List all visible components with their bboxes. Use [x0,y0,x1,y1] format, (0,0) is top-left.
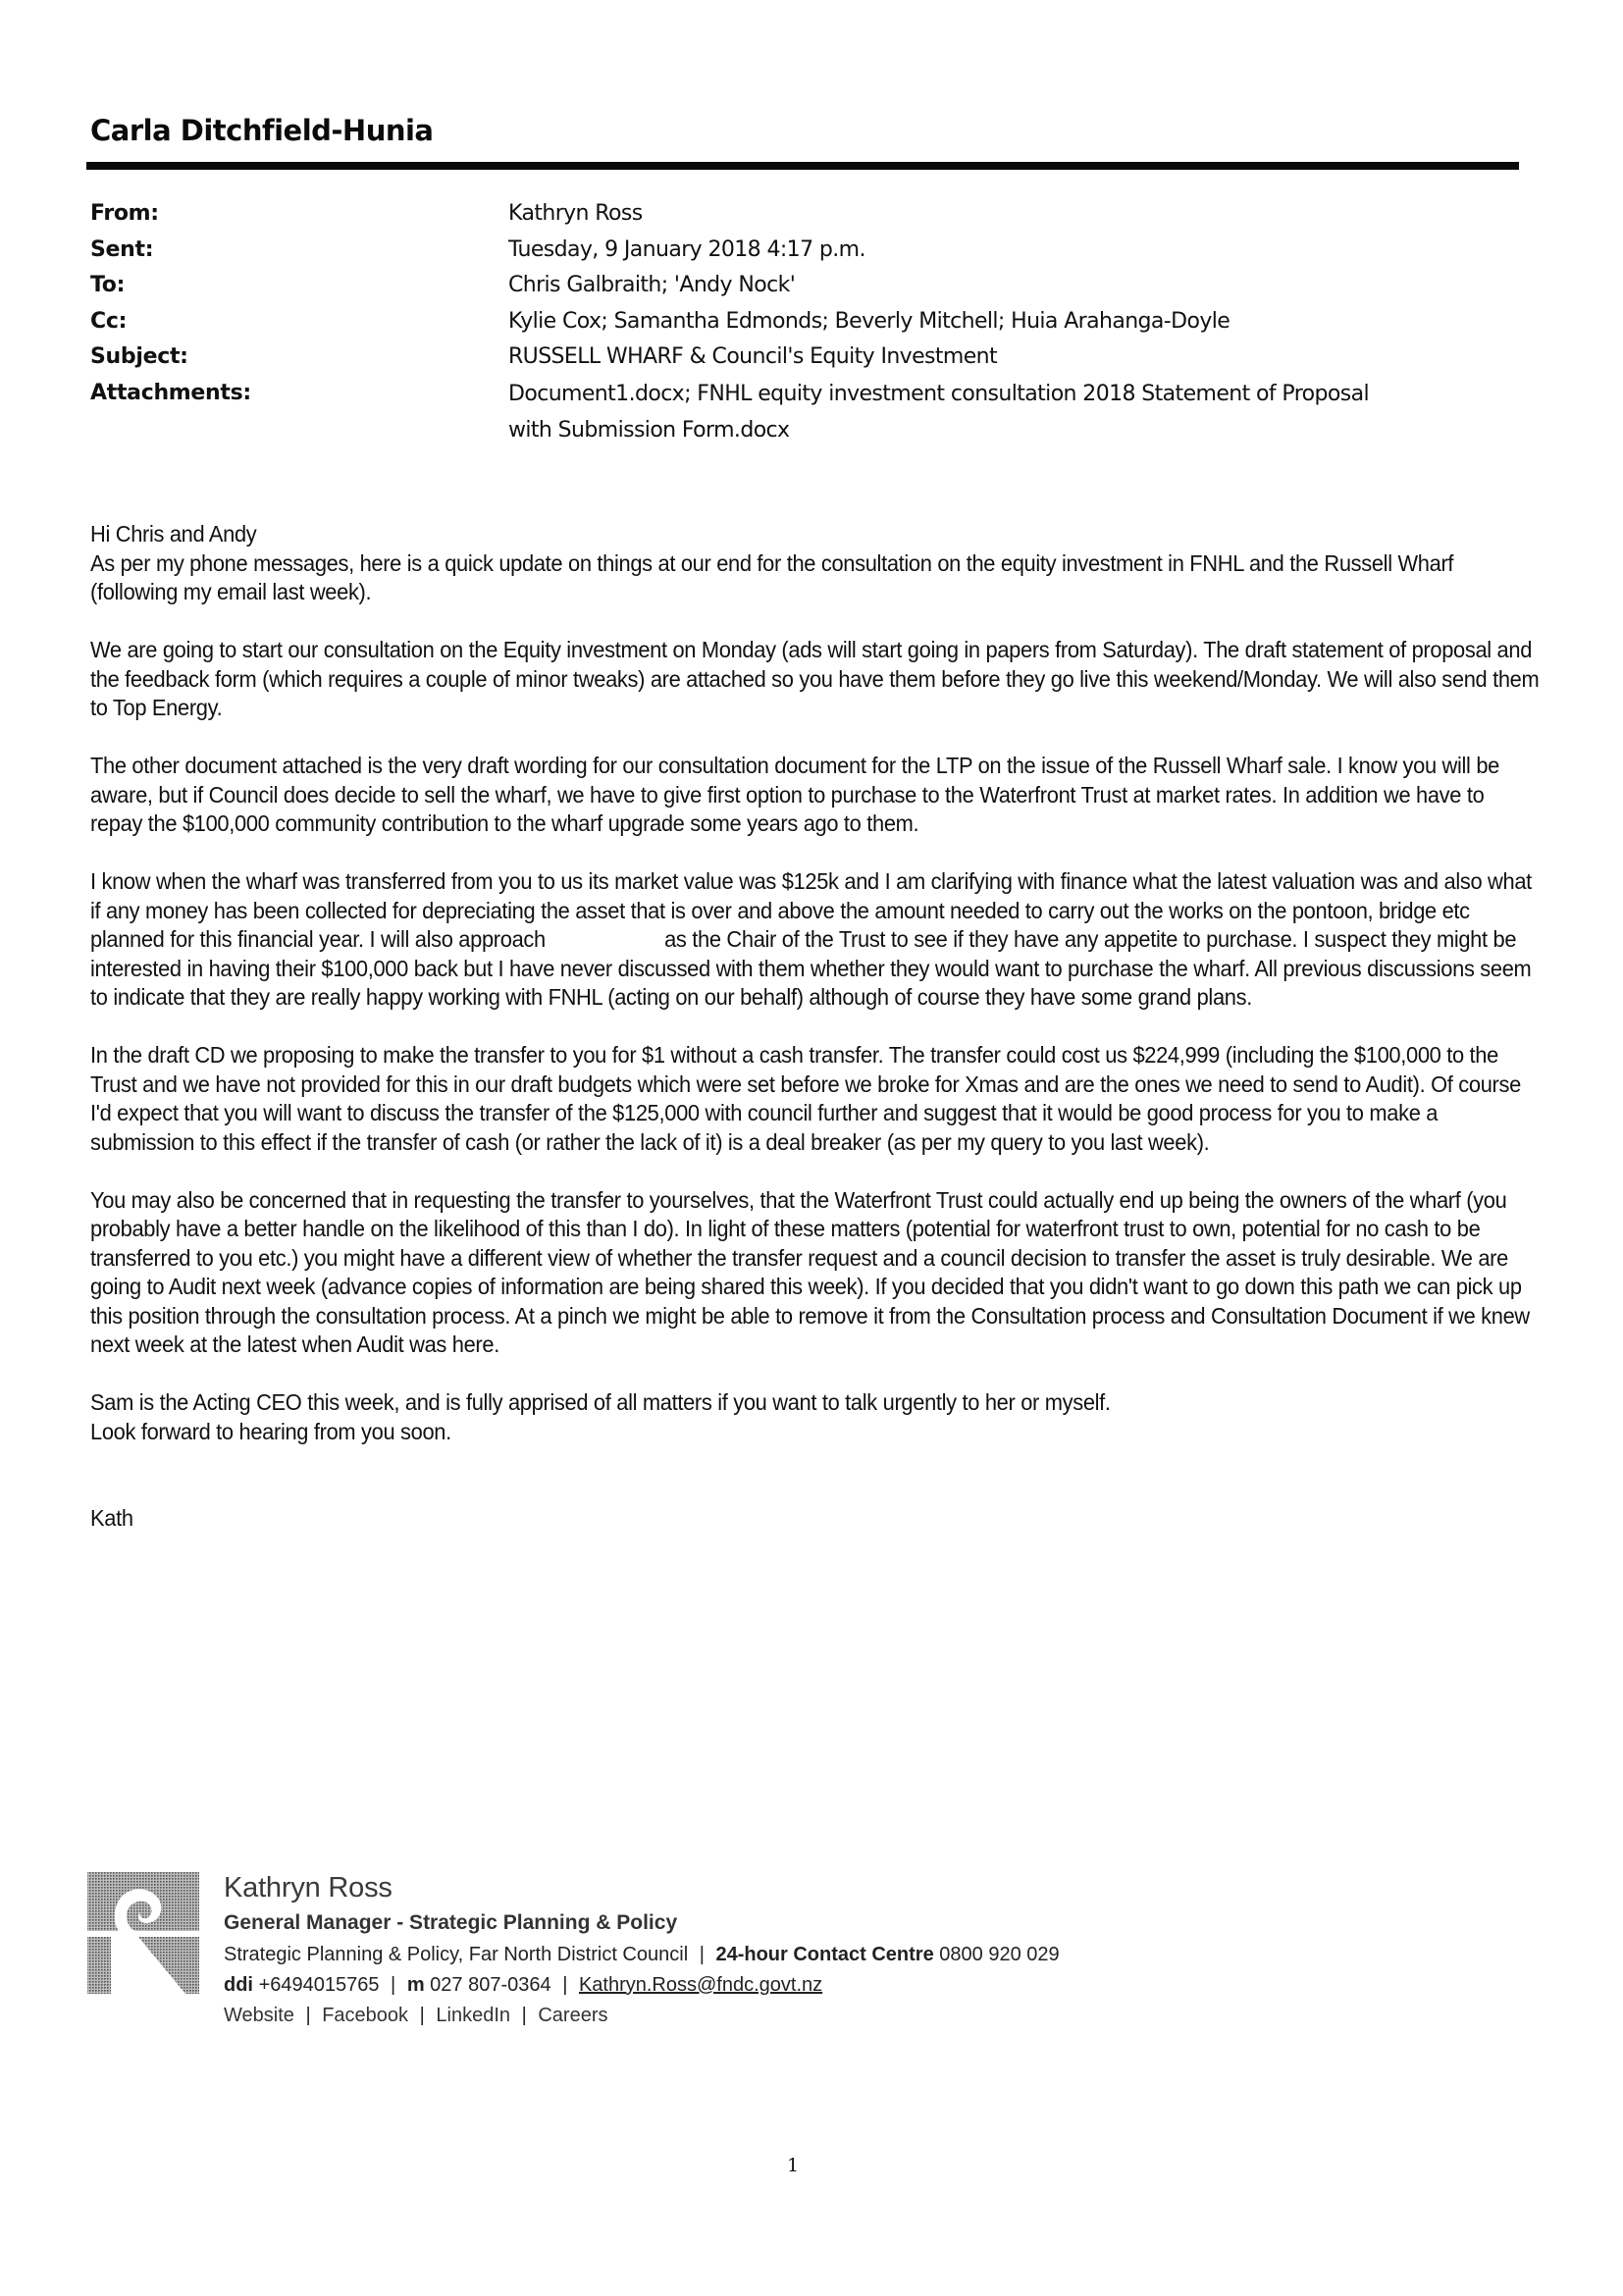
mobile-label: m [406,1974,425,1996]
attachments-value [508,376,1543,448]
signature-phone-line [224,1970,1401,2001]
attachments-row [90,376,1543,448]
attachment-line-1: Document1.docx; FNHL equity investment consultation 2018 Statement of Proposal [508,381,1370,406]
subject-value: RUSSELL WHARF & Council's Equity Investment [508,344,998,369]
contact-centre-label: 24-hour Contact Centre [715,1944,934,1965]
paragraph-4-part-1: I know when the wharf was transferred from you to us its market value was $125k and I am clarifying with finance what the latest valuation was and also what if any money has been collected for depreciating the asset that is over and above the amount needed to carry out the works on the pontoon, bridge etc planned for this financial year. I will also approach [90,868,1532,952]
separator: | [521,2005,527,2026]
signature-title: General Manager - Strategic Planning & Policy [224,1911,678,1934]
signature-name: Kathryn Ross [224,1872,393,1904]
paragraph-4 [90,867,1542,1013]
signoff: Kath [90,1505,133,1531]
header-rule [86,162,1519,170]
paragraph-3: The other document attached is the very draft wording for our consultation document for the LTP on the issue of the Russell Wharf sale. I know you will be aware, but if Council does decide to sell the wharf, we have to give first option to purchase to the Waterfront Trust at market rates. In addition we have to repay the $100,000 community contribution to the wharf upgrade some years ago to them. [90,753,1499,836]
attachments-label: Attachments: [90,380,251,405]
to-row [90,268,1543,304]
email-link[interactable]: Kathryn.Ross@fndc.govt.nz [578,1974,823,1996]
separator: | [305,2005,311,2026]
paragraph-5: In the draft CD we proposing to make the transfer to you for $1 without a cash transfer. The transfer could cost us $224,999 (including the $100,000 to the Trust and we have not provided for this in our draft budgets which were set before we broke for Xmas and are the ones we need to send to Audit). Of course I'd expect that you will want to discuss the transfer of the $125,000 with council further and suggest that it would be good process for you to make a submission to this effect if the transfer of cash (or rather the lack of it) is a deal breaker (as per my query to you last week). [90,1042,1521,1155]
sent-value: Tuesday, 9 January 2018 4:17 p.m. [508,236,865,262]
email-header [90,196,1543,448]
email-body [90,520,1543,1562]
sent-label: Sent: [90,236,154,262]
sent-row [90,233,1543,269]
greeting: Hi Chris and Andy [90,521,257,547]
from-value: Kathryn Ross [508,201,643,226]
from-label: From: [90,201,159,226]
ddi-label: ddi [224,1974,253,1996]
linkedin-link[interactable]: LinkedIn [436,2005,511,2026]
subject-label: Subject: [90,344,188,369]
attachment-line-2: with Submission Form.docx [508,417,790,443]
separator: | [699,1944,705,1965]
paragraph-1: As per my phone messages, here is a quick update on things at our end for the consultation on the equity investment in FNHL and the Russell Wharf (following my email last week). [90,549,1454,604]
separator: | [391,1974,396,1996]
separator: | [419,2005,425,2026]
ddi-number: +6494015765 [258,1974,380,1996]
signature-organisation-line [224,1940,1401,1970]
subject-row [90,339,1543,376]
website-link[interactable]: Website [224,2005,294,2026]
facebook-link[interactable]: Facebook [322,2005,409,2026]
page-number: 1 [787,2155,800,2176]
paragraph-6: You may also be concerned that in requesting the transfer to yourselves, that the Waterfront Trust could actually end up being the owners of the wharf (you probably have a better handle on the likelihood of this than I do). In light of these matters (potential for waterfront trust to own, potential for no cash to be transferred to you etc.) you might have a different view of whether the transfer request and a council decision to transfer the asset is truly desirable. We are going to Audit next week (advance copies of information are being shared this week). If you decided that you didn't want to go down this path we can pick up this position through the consultation process. At a pinch we might be able to remove it from the Consultation process and Consultation Document if we knew next week at the latest when Audit was here. [90,1186,1530,1357]
contact-centre-number: 0800 920 029 [939,1944,1060,1965]
signature-text [224,1869,1401,2030]
signature-links [224,2001,1401,2030]
careers-link[interactable]: Careers [538,2005,608,2026]
cc-label: Cc: [90,308,128,334]
separator: | [562,1974,568,1996]
cc-row [90,304,1543,340]
to-label: To: [90,273,126,297]
paragraph-4-part-2: as the Chair of the Trust to see if they have any appetite to purchase. I suspect they might be interested in having their $100,000 back but I have never discussed with them whether they would want to purchase the wharf. All previous discussions seem to indicate that they are really happy working with FNHL (acting on our behalf) although of course they have some grand plans. [90,926,1532,1010]
document-owner-title: Carla Ditchfield-Hunia [90,114,434,147]
paragraph-7-line-2: Look forward to hearing from you soon. [90,1418,451,1444]
fndc-koru-logo-icon [83,1872,203,1996]
mobile-number: 027 807-0364 [430,1974,551,1996]
to-value: Chris Galbraith; 'Andy Nock' [508,273,796,297]
paragraph-2: We are going to start our consultation on the Equity investment on Monday (ads will start going in papers from Saturday). The draft statement of proposal and the feedback form (which requires a couple of minor tweaks) are attached so you have them before they go live this weekend/Monday. We will also send them to Top Energy. [90,637,1540,720]
cc-value: Kylie Cox; Samantha Edmonds; Beverly Mitchell; Huia Arahanga-Doyle [508,308,1230,334]
from-row [90,196,1543,233]
signature-department: Strategic Planning & Policy, Far North District Council [224,1944,689,1965]
paragraph-7-line-1: Sam is the Acting CEO this week, and is fully apprised of all matters if you want to talk urgently to her or myself. [90,1389,1111,1415]
